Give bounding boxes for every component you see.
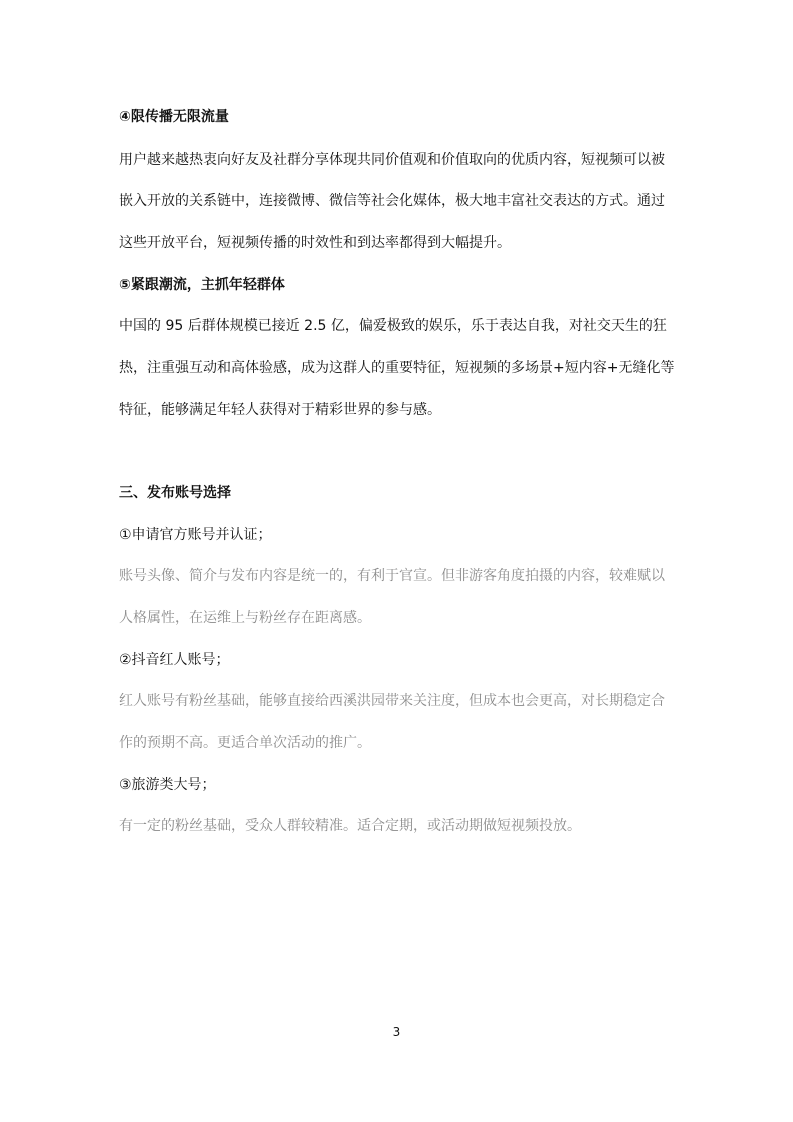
option-1-line-2: 人格属性，在运维上与粉丝存在距离感。 [119,610,371,626]
section-4-heading: ④限传播无限流量 [119,109,229,125]
option-3-title: ③旅游类大号； [119,777,216,793]
section-5-heading: ⑤紧跟潮流，主抓年轻群体 [119,277,285,293]
section-4-line-1: 用户越来越热衷向好友及社群分享体现共同价值观和价值取向的优质内容，短视频可以被 [119,152,665,168]
option-2-line-2: 作的预期不高。更适合单次活动的推广。 [119,735,371,751]
page-number: 3 [392,1025,401,1039]
section-5-line-3: 特征，能够满足年轻人获得对于精彩世界的参与感。 [119,402,441,418]
option-1-line-1: 账号头像、简介与发布内容是统一的，有利于官宣。但非游客角度拍摄的内容，较难赋以 [119,568,665,584]
option-1-title: ①申请官方账号并认证； [119,527,272,543]
section-5-line-2: 热，注重强互动和高体验感，成为这群人的重要特征，短视频的多场景+短内容+无缝化等 [119,360,675,376]
option-2-line-1: 红人账号有粉丝基础，能够直接给西溪洪园带来关注度，但成本也会更高，对长期稳定合 [119,693,665,709]
section-5-line-1: 中国的 95 后群体规模已接近 2.5 亿，偏爱极致的娱乐，乐于表达自我，对社交天生的狂 [119,318,667,334]
part-3-heading: 三、发布账号选择 [119,485,231,501]
option-3-line-1: 有一定的粉丝基础，受众人群较精准。适合定期，或活动期做短视频投放。 [119,818,581,834]
section-4-line-2: 嵌入开放的关系链中，连接微博、微信等社会化媒体，极大地丰富社交表达的方式。通过 [119,193,665,209]
option-2-title: ②抖音红人账号； [119,652,230,668]
section-4-line-3: 这些开放平台，短视频传播的时效性和到达率都得到大幅提升。 [119,235,511,251]
